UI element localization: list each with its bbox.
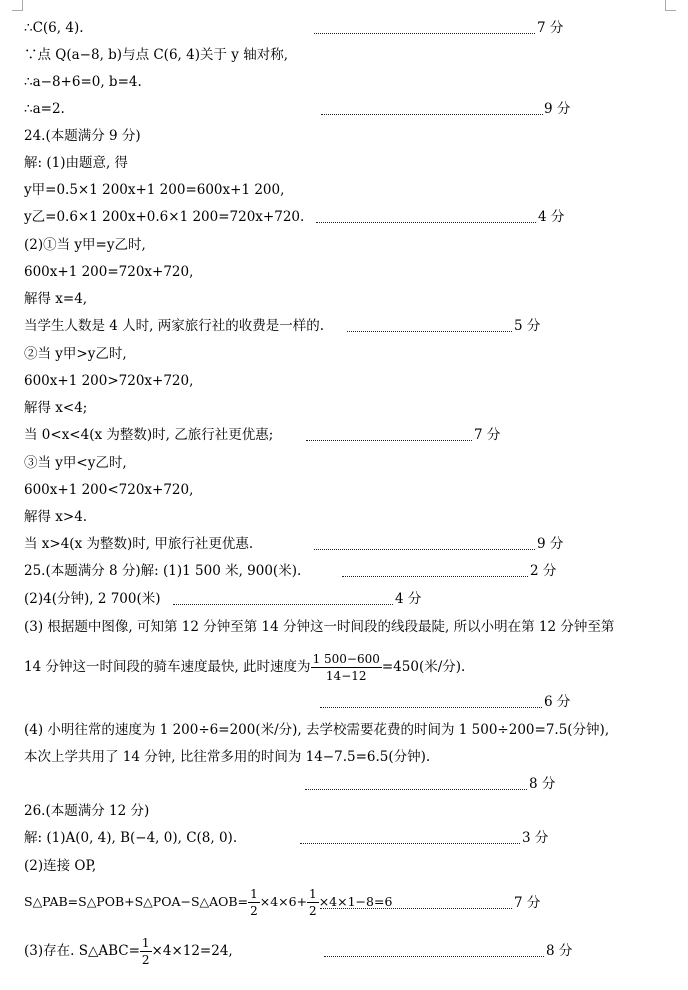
text-segment: ×4×6+ [259,894,308,909]
leader-dots [316,222,536,223]
text-line: 当学生人数是 4 人时, 两家旅行社的收费是一样的. [24,318,325,334]
text-line: 600x+1 200<720x+720, [24,482,194,498]
score-points: 6 分 [544,694,571,710]
fraction-numerator: 1 500−600 [312,652,380,666]
leader-dots [314,549,535,550]
leader-dots [324,956,544,957]
text-segment: ×4×1−8=6 [318,894,393,909]
leader-dots [347,331,512,332]
text-line: y乙=0.6×1 200x+0.6×1 200=720x+720. [24,209,305,225]
leader-dots [342,576,528,577]
text-line: (2)4(分钟), 2 700(米) [24,591,161,607]
leader-dots [320,707,542,708]
text-line: 解得 x<4; [24,400,88,416]
score-points: 8 分 [546,943,573,959]
fraction-denominator: 14−12 [325,669,367,683]
text-line: 600x+1 200=720x+720, [24,264,194,280]
score-points: 4 分 [538,209,565,225]
text-segment: ×4×12=24, [151,943,233,959]
fraction-denominator: 2 [250,904,258,918]
text-segment: =450(米/分). [381,659,466,675]
text-line: (4) 小明往常的速度为 1 200÷6=200(米/分), 去学校需要花费的时间为 1 500÷200=7.5(分钟), [24,722,610,738]
leader-dots [173,604,393,605]
text-line: y甲=0.5×1 200x+1 200=600x+1 200, [24,182,285,198]
score-points: 2 分 [530,563,557,579]
fraction-numerator: 1 [309,887,317,901]
score-points: 9 分 [544,101,571,117]
score-points: 3 分 [522,830,549,846]
text-line-with-fraction [24,883,392,921]
fraction-numerator: 1 [250,887,258,901]
text-line: ∴a=2. [24,101,65,117]
score-points: 5 分 [514,318,541,334]
text-line: 解: (1)由题意, 得 [24,155,129,171]
text-line-with-fraction [24,932,233,970]
text-line: 600x+1 200>720x+720, [24,373,194,389]
text-line-with-fraction [24,647,465,687]
text-line: (2)①当 y甲=y乙时, [24,237,146,253]
leader-dots [314,33,535,34]
text-line: ③当 y甲<y乙时, [24,455,127,471]
leader-dots [321,114,543,115]
fraction-denominator: 2 [309,904,317,918]
fraction [311,651,382,684]
text-line: 本次上学共用了 14 分钟, 比往常多用的时间为 14−7.5=6.5(分钟). [24,749,431,765]
score-points: 7 分 [514,895,541,911]
text-line: 当 x>4(x 为整数)时, 甲旅行社更优惠. [24,536,254,552]
leader-dots [306,440,472,441]
score-points: 7 分 [474,427,501,443]
text-line: (3) 根据题中图像, 可知第 12 分钟至第 14 分钟这一时间段的线段最陡, 所以小明在第 12 分钟至第 [24,619,615,635]
text-line: 解: (1)A(0, 4), B(−4, 0), C(8, 0). [24,830,238,846]
text-line: 解得 x=4, [24,291,88,307]
text-line: 解得 x>4. [24,509,88,525]
text-line: ∴a−8+6=0, b=4. [24,74,142,90]
text-line: ∵点 Q(a−8, b)与点 C(6, 4)关于 y 轴对称, [24,47,288,63]
leader-dots [320,908,512,909]
fraction-numerator: 1 [141,936,150,950]
score-points: 9 分 [537,536,564,552]
text-segment: S△PAB=S△POB+S△POA−S△AOB= [24,894,249,909]
text-line: (2)连接 OP, [24,858,97,874]
section-heading: 25.(本题满分 8 分)解: (1)1 500 米, 900(米). [24,563,302,579]
text-segment: (3)存在. S△ABC= [24,943,140,959]
fraction [248,886,260,919]
text-line: ∴C(6, 4). [24,20,84,36]
fraction [140,935,152,968]
score-points: 8 分 [529,776,556,792]
text-line: 当 0<x<4(x 为整数)时, 乙旅行社更优惠; [24,427,274,443]
score-points: 7 分 [537,20,564,36]
fraction [307,886,319,919]
section-heading: 26.(本题满分 12 分) [24,803,150,819]
margin-corner-mark [665,0,676,11]
text-segment: 14 分钟这一时间段的骑车速度最快, 此时速度为 [24,659,311,675]
score-points: 4 分 [395,591,422,607]
text-line: ②当 y甲>y乙时, [24,346,127,362]
fraction-denominator: 2 [141,953,150,967]
margin-corner-mark [12,0,23,11]
leader-dots [305,789,527,790]
leader-dots [300,843,520,844]
section-heading: 24.(本题满分 9 分) [24,128,141,144]
